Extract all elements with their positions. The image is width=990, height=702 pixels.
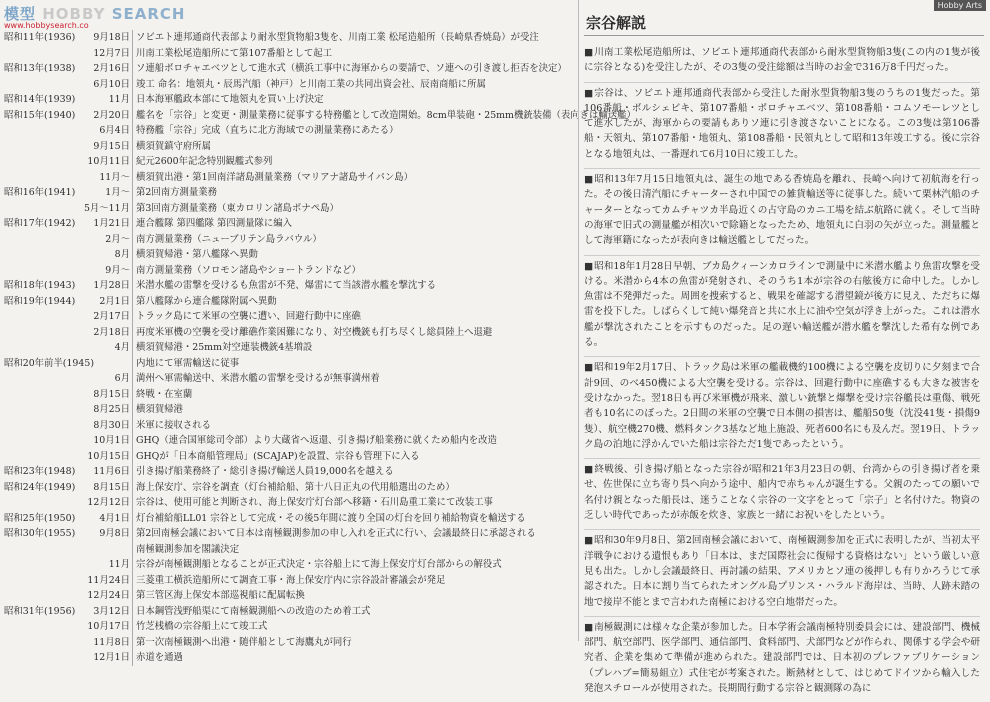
timeline-rule (132, 604, 133, 620)
timeline-rule (132, 294, 133, 310)
column-divider (578, 0, 579, 641)
timeline-row (4, 387, 576, 403)
timeline-text: トラック島にて米軍の空襲に遭い、回避行動中に座礁 (136, 311, 361, 322)
timeline-row (4, 650, 576, 666)
timeline-rule (132, 46, 133, 62)
timeline-row (4, 216, 576, 232)
article-paragraph: ■ 終戦後、引き揚げ船となった宗谷が昭和21年3月23日の朝、台湾からの引き揚げ者を乗せ、佐世保に立ち寄り呉へ向かう途中、船内で赤ちゃんが誕生する。父親のたっての願いで名付け親となった船長は、迷うことなく宗谷の一文字をとって「宗子」と名付けた。物資の乏しい時代であったが赤飯を炊き、家族と一緒にお祝いをしたという。 (584, 458, 980, 523)
timeline-row (4, 418, 576, 434)
timeline-date: 9月15日 (93, 140, 130, 152)
timeline-text: ソビエト連邦通商代表部より耐氷型貨物船3隻を、川南工業 松尾造船所（長崎県香焼島）が受注 (136, 32, 539, 43)
timeline-row (4, 464, 576, 480)
timeline-text: 連合艦隊 第四艦隊 第四測量隊に編入 (136, 218, 292, 229)
timeline-era: 昭和13年(1938) (4, 63, 76, 74)
timeline-rule (132, 635, 133, 651)
timeline-text: 南極観測参加を閣議決定 (136, 543, 240, 555)
timeline-date: 9月〜 (105, 264, 130, 276)
timeline-text: 赤道を通過 (136, 652, 183, 663)
timeline-row (4, 635, 576, 651)
timeline-text: 内地にて軍需輸送に従事 (136, 357, 240, 369)
timeline-rule (132, 139, 133, 155)
timeline-rule (132, 123, 133, 139)
timeline-column (4, 30, 636, 666)
timeline-text: 南方測量業務（ニューブリテン島ラバウル） (136, 233, 322, 245)
timeline-row (4, 480, 576, 496)
timeline-text: GHQが「日本商船管理局」(SCAJAP)を設置、宗谷も管理下に入る (136, 450, 420, 462)
article-paragraph: ■ 昭和13年7月15日地領丸は、誕生の地である香焼島を離れ、長崎へ向けて初航海を行った。その後日清汽船にチャーターされ中国での雑貨輸送等に従事した。続いて栗林汽船のチャーターとなってカムチャツカ半島近くの占守島のカニ工場を結ぶ航路に就く。そして当時の海軍で旧式の測量艦が相次いで除籍となったため、地領丸に白羽の矢が立った。測量艦として海軍籍になったが表向きは輸送艦としてだった。 (584, 168, 980, 248)
timeline-era: 昭和16年(1941) (4, 187, 76, 198)
timeline-rule (132, 309, 133, 325)
timeline-rule (132, 278, 133, 294)
timeline-rule (132, 480, 133, 496)
timeline-rule (132, 185, 133, 201)
timeline-date: 3月12日 (93, 605, 130, 617)
timeline-era: 昭和24年(1949) (4, 481, 76, 493)
timeline-date: 11月24日 (87, 574, 130, 586)
logo-part-2: HOBBY (42, 5, 106, 23)
timeline-row (4, 557, 576, 573)
timeline-rule (132, 216, 133, 232)
timeline-row (4, 123, 576, 139)
timeline-row (4, 619, 576, 635)
timeline-row (4, 108, 636, 124)
timeline-rule (132, 340, 133, 356)
timeline-text: 第一次南極観測へ出港・随伴船として海鷹丸が同行 (136, 636, 352, 648)
timeline-row (4, 588, 576, 604)
timeline-text: 南方測量業務（ソロモン諸島やショートランドなど） (136, 264, 361, 276)
timeline-era: 昭和14年(1939) (4, 94, 76, 105)
timeline-text: 横須賀帰港・第八艦隊へ異動 (136, 249, 258, 260)
timeline-text: 宗谷は、使用可能と判断され、海上保安庁灯台部へ移籍・石川島重工業にて改装工事 (136, 497, 493, 508)
timeline-date: 10月17日 (87, 621, 130, 632)
timeline-row (4, 61, 576, 77)
timeline-row (4, 247, 576, 263)
timeline-text: 紀元2600年記念特別観艦式参列 (136, 156, 273, 167)
timeline-date: 12月12日 (87, 497, 130, 508)
timeline-date: 5月〜11月 (83, 202, 130, 214)
timeline-row (4, 185, 576, 201)
timeline-text: 満州へ軍需輸送中、米潜水艦の雷撃を受けるが無事満州着 (136, 373, 380, 384)
timeline-date: 10月1日 (93, 435, 130, 446)
timeline-rule (132, 511, 133, 527)
timeline-text: 特務艦「宗谷」完成（直ちに北方海域での測量業務にあたる） (136, 125, 399, 136)
logo-part-1: 模型 (4, 5, 37, 23)
timeline-row (4, 495, 576, 511)
timeline-rule (132, 154, 133, 170)
timeline-row (4, 170, 576, 186)
timeline-date: 8月25日 (93, 404, 130, 415)
timeline-era: 昭和15年(1940) (4, 109, 76, 121)
article-column (584, 4, 984, 702)
timeline-row (4, 573, 576, 589)
timeline-row (4, 232, 576, 248)
timeline-text: 米軍に接収される (136, 419, 212, 431)
timeline-rule (132, 61, 133, 77)
timeline-era: 昭和31年(1956) (4, 605, 76, 617)
timeline-rule (132, 418, 133, 434)
article-paragraph: ■ 川南工業松尾造船所は、ソビエト連邦通商代表部から耐氷型貨物船3隻(この内の1隻が後に宗谷となる)を受注したが、その3隻の受注総額は当時のお金で316万8千円だった。 (584, 42, 980, 76)
timeline-rule (132, 325, 133, 341)
timeline-row (4, 340, 576, 356)
timeline-row (4, 92, 576, 108)
timeline-rule (132, 588, 133, 604)
timeline-row (4, 154, 576, 170)
timeline-date: 2月16日 (93, 63, 130, 74)
timeline-text: 横須賀帰港 (136, 404, 183, 415)
timeline-row (4, 511, 576, 527)
timeline-era: 昭和11年(1936) (4, 32, 76, 43)
logo-part-3: SEARCH (111, 5, 186, 23)
timeline-text: 横須賀鎮守府所属 (136, 140, 212, 152)
timeline-rule (132, 92, 133, 108)
timeline-row (4, 449, 576, 465)
timeline-row (4, 542, 576, 558)
timeline-rule (132, 433, 133, 449)
article-paragraph: ■ 昭和30年9月8日、第2回南極会議において、南極観測参加を正式に表明したが、当初太平洋戦争における遺恨もあり「日本は、まだ国際社会に復帰する資格はない」という厳しい意見も出た。しかし会議最終日、再討議の結果、アメリカとソ連の後押しも有りかろうじて承認された。日本に割り当てられたオングル島プリンス・ハラルド海岸は、当時、人跡未踏の地で接岸不能とまで言われた南極における空白地帯だった。 (584, 529, 980, 609)
timeline-row (4, 402, 576, 418)
timeline-row (4, 526, 576, 542)
timeline-rule (132, 371, 133, 387)
timeline-rule (132, 449, 133, 465)
article-paragraph: ■ 昭和18年1月28日早朝、ブカ島クィーンカロラインで測量中に米潜水艦より魚雷攻撃を受ける。米潜から4本の魚雷が発射され、そのうち1本が宗谷の右舷後方に命中した。しかし魚雷は不発弾だった。周囲を捜索すると、戦果を確認する潜望鏡が後方に見え、ただちに爆雷を投下した。しばらくして純い爆発音と共に水上に油や空気が浮き上がった。これは潜水艦が撃沈されたことを示すものだった。足の遅い輸送艦が潜水艦を撃沈した希有な例である。 (584, 255, 980, 351)
timeline-text: 日本海軍艦政本部にて地領丸を買い上げ決定 (136, 94, 324, 105)
timeline-date: 1月28日 (93, 280, 130, 291)
timeline-text: 日本鋼管浅野船渠にて南極観測船への改造のため着工式 (136, 605, 371, 617)
timeline-era: 昭和17年(1942) (4, 218, 76, 229)
timeline-text: 灯台補給船LL01 宗谷として完成・その後5年間に渡り全国の灯台を回り補給物資を輸送する (136, 512, 526, 524)
timeline-date: 6月10日 (93, 78, 130, 90)
timeline-rule (132, 464, 133, 480)
timeline-rule (132, 495, 133, 511)
timeline-text: 第三管区海上保安本部巡視船に配属転換 (136, 590, 305, 601)
article-title: 宗谷解説 (584, 4, 984, 36)
timeline-rule (132, 170, 133, 186)
timeline-era: 昭和18年(1943) (4, 280, 76, 291)
timeline-text: 艦名を「宗谷」と変更・測量業務に従事する特務艦として改造開始。8cm単装砲・25mm機銃装備（表向きは輸送艦） (136, 109, 636, 121)
timeline-date: 9月18日 (93, 32, 130, 43)
timeline-text: 宗谷が南極観測船となることが正式決定・宗谷船上にて海上保安庁灯台部からの解役式 (136, 559, 502, 570)
timeline-row (4, 433, 576, 449)
timeline-date: 12月24日 (87, 590, 130, 601)
timeline-rule (132, 30, 133, 46)
timeline-text: 横須賀帰港・25mm対空連装機銃4基増設 (136, 342, 313, 353)
timeline-text: 三菱重工横浜造船所にて調査工事・海上保安庁内に宗谷設計審議会が発足 (136, 574, 446, 586)
timeline-date: 4月 (114, 342, 130, 353)
timeline-era: 昭和20年前半(1945) (4, 357, 94, 369)
timeline-date: 8月30日 (93, 419, 130, 431)
timeline-text: 横須賀出港・第1回南洋諸島測量業務（マリアナ諸島サイパン島） (136, 171, 413, 183)
timeline-row (4, 604, 576, 620)
timeline-text: 竹芝桟橋の宗谷船上にて竣工式 (136, 621, 268, 632)
timeline-date: 11月8日 (93, 636, 130, 648)
article-body (584, 42, 984, 696)
timeline-row (4, 139, 576, 155)
timeline-date: 10月11日 (87, 156, 130, 167)
timeline-row (4, 30, 576, 46)
timeline-row (4, 263, 576, 279)
timeline-text: 終戦・在室蘭 (136, 388, 193, 400)
timeline-date: 6月 (114, 373, 130, 384)
timeline-text: 第八艦隊から連合艦隊附属へ異動 (136, 295, 277, 307)
timeline-rule (132, 557, 133, 573)
timeline-date: 2月18日 (93, 326, 130, 338)
timeline-text: GHQ（連合国軍総司令部）より大蔵省へ返還、引き揚げ船業務に就くため船内を改造 (136, 435, 497, 446)
timeline-date: 2月〜 (105, 233, 130, 245)
timeline-text: 第2回南極会議において日本は南極観測参加の申し入れを正式に行い、会議最終日に承認される (136, 528, 536, 539)
timeline-era: 昭和23年(1948) (4, 466, 76, 477)
timeline-era: 昭和30年(1955) (4, 528, 76, 539)
timeline-era: 昭和25年(1950) (4, 512, 76, 524)
timeline-text: 川南工業松尾造船所にて第107番船として起工 (136, 47, 333, 59)
article-paragraph: ■ 宗谷は、ソビエト連邦通商代表部から受注した耐氷型貨物船3隻のうちの1隻だった。第106番船・ボルシェビキ、第107番船・ボロチャエベツ、第108番船・コムソモーレツとして進水したが、海軍からの要請もありソ連に引き渡さないことになる。この3隻は第106番船・天領丸、第107番船・地領丸、第108番船・民領丸として昭和13年竣工する。後に宗谷となる地領丸は、一番遅れて6月10日に竣工した。 (584, 82, 980, 162)
timeline-date: 11月 (108, 559, 130, 570)
timeline-date: 1月21日 (93, 218, 130, 229)
article-paragraph: ■ 南極観測には様々な企業が参加した。日本学術会議南極特別委員会には、建設部門、機械部門、航空部門、医学部門、通信部門、食料部門、犬部門などが作られ、関係する学会や研究者、企業を集めて準備が進められた。建設部門では、日本初のプレファブリケーション（プレハブ=簡易組立）式住宅が考案された。断熱材として、はじめてドイツから輸入した発泡スチロールが使用された。長期間行動する宗谷と観測隊の為に (584, 616, 980, 696)
timeline-rule (132, 526, 133, 542)
timeline-text: 引き揚げ船業務終了・総引き揚げ輸送人員19,000名を越える (136, 466, 394, 477)
timeline-text: 第2回南方測量業務 (136, 187, 217, 198)
timeline-rule (132, 402, 133, 418)
timeline-rule (132, 387, 133, 403)
timeline-text: 竣工 命名：地領丸・辰馬汽船（神戸）と川南工業の共同出資会社、辰南商船に所属 (136, 78, 486, 90)
timeline-row (4, 46, 576, 62)
timeline-rule (132, 356, 133, 372)
timeline-row (4, 356, 576, 372)
timeline-date: 2月17日 (93, 311, 130, 322)
timeline-rule (132, 542, 133, 558)
timeline-rule (132, 201, 133, 217)
timeline-date: 4月1日 (99, 512, 130, 524)
corner-tag: Hobby Arts (934, 0, 986, 11)
timeline-row (4, 309, 576, 325)
timeline-row (4, 294, 576, 310)
timeline-row (4, 278, 576, 294)
timeline-row (4, 201, 576, 217)
timeline-rule (132, 263, 133, 279)
timeline-date: 8月15日 (93, 481, 130, 493)
timeline-rule (132, 619, 133, 635)
timeline-row (4, 77, 576, 93)
timeline-date: 2月1日 (99, 295, 130, 307)
timeline-text: 米潜水艦の雷撃を受けるも魚雷が不発、爆雷にて当該潜水艦を撃沈する (136, 280, 437, 291)
article-paragraph: ■ 昭和19年2月17日、トラック島は米軍の艦載機約100機による空襲を皮切りに夕刻まで合計9回、のべ450機による大空襲を受ける。宗谷は、回避行動中に座礁するも大きな被害を受けなかった。翌18日も再び米軍機が飛来、激しい銃撃と爆撃を受け宗谷艦長は重傷、戦死者も10名にのぼった。2日間の米軍の空襲で日本側の損害は、艦船50隻（沈没41隻・損傷9隻）、航空機270機、燃料タンク3基など地上施設、死者600名にも及んだ。翌19日、トラック島の泊地に浮かんでいた船は宗谷ただ1隻であったという。 (584, 356, 980, 452)
timeline-rule (132, 573, 133, 589)
timeline-date: 8月 (114, 249, 130, 260)
timeline-date: 12月1日 (93, 652, 130, 663)
timeline-date: 9月8日 (99, 528, 130, 539)
timeline-rule (132, 247, 133, 263)
timeline-text: 第3回南方測量業務（東カロリン諸島ポナペ島） (136, 202, 339, 214)
timeline-rule (132, 232, 133, 248)
timeline-date: 8月15日 (93, 388, 130, 400)
timeline-text: ソ連船ボロチャエベツとして進水式（横浜工事中に海軍からの要請で、ソ連への引き渡し拒否を決定） (136, 63, 567, 74)
timeline-date: 11月6日 (93, 466, 130, 477)
timeline-rule (132, 108, 133, 124)
timeline-date: 2月20日 (93, 109, 130, 121)
watermark-url: www.hobbysearch.co (4, 21, 89, 30)
timeline-date: 1月〜 (105, 187, 130, 198)
timeline-date: 10月15日 (87, 450, 130, 462)
timeline-date: 6月4日 (99, 125, 130, 136)
timeline-text: 再度米軍機の空襲を受け離礁作業困難になり、対空機銃も打ち尽くし総員陸上へ退避 (136, 326, 493, 338)
timeline-row (4, 371, 576, 387)
timeline-date: 11月〜 (99, 171, 130, 183)
timeline-rule (132, 77, 133, 93)
timeline-date: 12月7日 (93, 47, 130, 59)
timeline-date: 11月 (108, 94, 130, 105)
timeline-era: 昭和19年(1944) (4, 295, 76, 307)
timeline-rule (132, 650, 133, 666)
timeline-text: 海上保安庁、宗谷を調査（灯台補給船、第十八日正丸の代用船選出のため） (136, 481, 455, 493)
timeline-row (4, 325, 576, 341)
